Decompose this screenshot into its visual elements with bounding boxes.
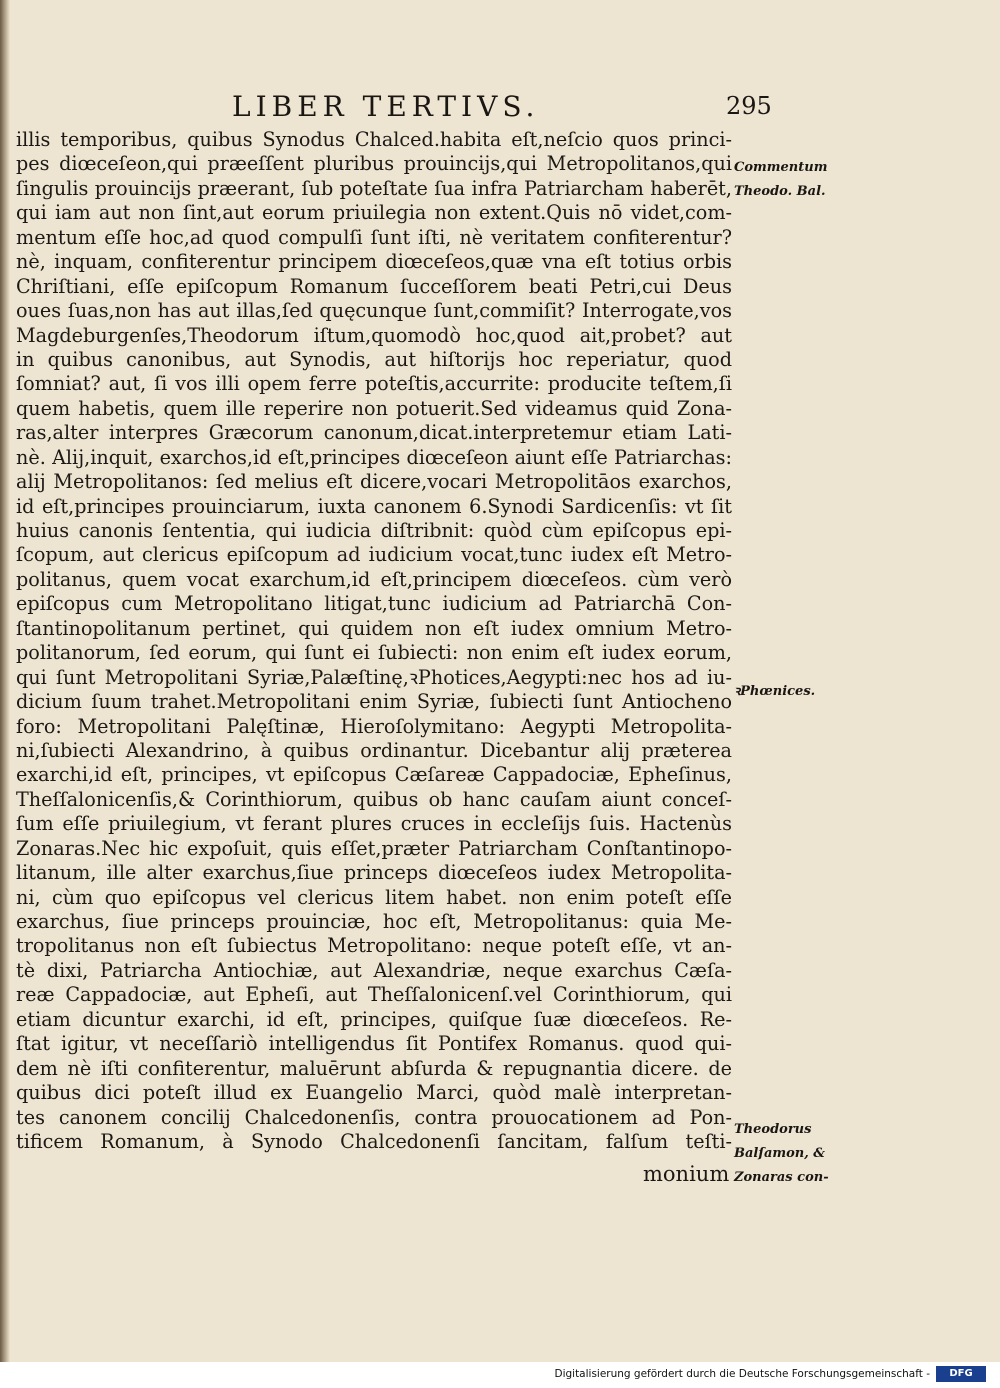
text-line: ſcopum, aut clericus epiſcopum ad iudicium vocat,tunc iudex eſt Metro- bbox=[16, 543, 732, 567]
text-line: ras,alter interpres Græcorum canonum,dicat.interpretemur etiam Lati- bbox=[16, 421, 732, 445]
page-header bbox=[0, 90, 1000, 126]
text-line: ſomniat? aut, ſi vos illi opem ferre poteſtis,accurrite: producite teſtem,ſi bbox=[16, 372, 732, 396]
text-line: tes canonem concilij Chalcedonenſis, contra prouocationem ad Pon- bbox=[16, 1105, 732, 1129]
marginal-note-line: Theodorus bbox=[734, 1122, 812, 1137]
text-line: dem nè iſti confiterentur, maluērunt abſurda & repugnantia dicere. de bbox=[16, 1056, 732, 1080]
text-line: nè, inquam, confiterentur principem diœceſeos,quæ vna eſt totius orbis bbox=[16, 250, 732, 274]
marginal-note-line: Balſamon, & bbox=[734, 1146, 826, 1161]
text-line: illis temporibus, quibus Synodus Chalced.habita eſt,neſcio quos princi- bbox=[16, 128, 732, 151]
text-line: pes diœceſeon,qui præeſſent pluribus prouincijs,qui Metropolitanos,qui bbox=[16, 152, 732, 176]
text-line: in quibus canonibus, aut Synodis, aut hiſtorijs hoc reperiatur, quod bbox=[16, 347, 732, 371]
text-line: ni, cùm quo epiſcopus vel clericus litem habet. non enim poteſt eſſe bbox=[16, 885, 732, 909]
text-line: ſtat igitur, vt neceſſariò intelligendus ſit Pontifex Romanus. quod qui- bbox=[16, 1032, 732, 1056]
text-line: reæ Cappadociæ, aut Epheſi, aut Theſſalonicenſ.vel Corinthiorum, qui bbox=[16, 983, 732, 1007]
text-line: id eſt,principes prouinciarum, iuxta canonem 6.Synodi Sardicenſis: vt ſit bbox=[16, 494, 732, 518]
page-number: 295 bbox=[726, 92, 772, 120]
marginal-note-phoenices: ꝛPhœnices. bbox=[734, 684, 816, 699]
marginal-note-commentum bbox=[734, 156, 827, 204]
text-line: quem habetis, quem ille reperire non potuerit.Sed videamus quid Zona- bbox=[16, 396, 732, 420]
text-line: qui iam aut non ſint,aut eorum priuilegia non extent.Quis nō videt,com- bbox=[16, 201, 732, 225]
text-line: ſtantinopolitanum pertinet, qui quidem non eſt iudex omnium Metro- bbox=[16, 616, 732, 640]
text-line: qui ſunt Metropolitani Syriæ,Palæſtinę,ꝛPhotices,Aegypti:nec hos ad iu- bbox=[16, 665, 732, 689]
page-gutter bbox=[0, 0, 10, 1362]
text-line: Chriſtiani, eſſe epiſcopum Romanum ſucceſſorem beati Petri,cui Deus bbox=[16, 274, 732, 298]
text-line: dicium ſuum trahet.Metropolitani enim Syriæ, ſubiecti ſunt Antiocheno bbox=[16, 690, 732, 714]
text-line: tropolitanus non eſt ſubiectus Metropolitano: neque poteſt eſſe, vt an- bbox=[16, 934, 732, 958]
text-line: tificem Romanum, à Synodo Chalcedonenſi ſancitam, falſum teſti- bbox=[16, 1129, 732, 1153]
text-line: ſum eſſe priuilegium, vt ferant plures cruces in eccleſijs ſuis. Hactenùs bbox=[16, 812, 732, 836]
marginal-note-line: Theodo. Bal. bbox=[734, 184, 826, 199]
text-line: litanum, ille alter exarchus,ſiue princeps diœceſeos iudex Metropolita- bbox=[16, 861, 732, 885]
text-line: Magdeburgenſes,Theodorum iſtum,quomodò hoc,quod ait,probet? aut bbox=[16, 323, 732, 347]
funding-credit: Digitalisierung gefördert durch die Deutsche Forschungsgemeinschaft - bbox=[554, 1368, 930, 1380]
text-line: politanorum, ſed eorum, qui ſunt ei ſubiecti: non enim eſt iudex eorum, bbox=[16, 641, 732, 665]
text-line: etiam dicuntur exarchi, id eſt, principes, quiſque ſuæ diœceſeos. Re- bbox=[16, 1007, 732, 1031]
marginal-note-theodorus bbox=[734, 1118, 829, 1190]
main-text-block bbox=[16, 128, 732, 1154]
dfg-logo: DFG bbox=[936, 1366, 986, 1382]
text-line: quibus dici poteſt illud ex Euangelio Marci, quòd malè interpretan- bbox=[16, 1081, 732, 1105]
running-head: LIBER TERTIVS. bbox=[232, 90, 540, 123]
footer-bar bbox=[0, 1362, 1000, 1388]
text-line: huius canonis ſententia, qui iudicia diſtribnit: quòd cùm epiſcopus epi- bbox=[16, 519, 732, 542]
text-line: foro: Metropolitani Palęſtinæ, Hieroſolymitano: Aegypti Metropolita- bbox=[16, 714, 732, 738]
text-line: exarchus, ſiue princeps prouinciæ, hoc eſt, Metropolitanus: quia Me- bbox=[16, 910, 732, 933]
text-line: Theſſalonicenſis,& Corinthiorum, quibus ob hanc cauſam aiunt conceſ- bbox=[16, 787, 732, 811]
text-line: oues ſuas,non has aut illas,ſed quęcunque ſunt,commiſit? Interrogate,vos bbox=[16, 299, 732, 323]
text-line: mentum eſſe hoc,ad quod compulſi ſunt iſti, nè veritatem confiterentur? bbox=[16, 225, 732, 249]
text-line: exarchi,id eſt, principes, vt epiſcopus Cæſareæ Cappadociæ, Epheſinus, bbox=[16, 763, 732, 787]
text-line: tè dixi, Patriarcha Antiochiæ, aut Alexandriæ, neque exarchus Cæſa- bbox=[16, 958, 732, 982]
marginal-note-line: Commentum bbox=[734, 160, 828, 175]
catchword: monium bbox=[643, 1162, 730, 1186]
text-line: ni,ſubiecti Alexandrino, à quibus ordinantur. Dicebantur alij præterea bbox=[16, 738, 732, 762]
text-line: nè. Alij,inquit, exarchos,id eſt,principes diœceſeon aiunt eſſe Patriarchas: bbox=[16, 445, 732, 469]
text-line: epiſcopus cum Metropolitano litigat,tunc iudicium ad Patriarchā Con- bbox=[16, 592, 732, 616]
text-line: Zonaras.Nec hic expoſuit, quis eſſet,præter Patriarcham Conſtantinopo- bbox=[16, 836, 732, 860]
text-line: ſingulis prouincijs præerant, ſub poteſtate ſua infra Patriarcham haberēt, bbox=[16, 176, 732, 200]
marginal-note-line: Zonaras con- bbox=[734, 1170, 829, 1185]
text-line: alij Metropolitanos: ſed melius eſt dicere,vocari Metropolitāos exarchos, bbox=[16, 470, 732, 494]
text-line: politanus, quem vocat exarchum,id eſt,principem diœceſeos. cùm verò bbox=[16, 567, 732, 591]
